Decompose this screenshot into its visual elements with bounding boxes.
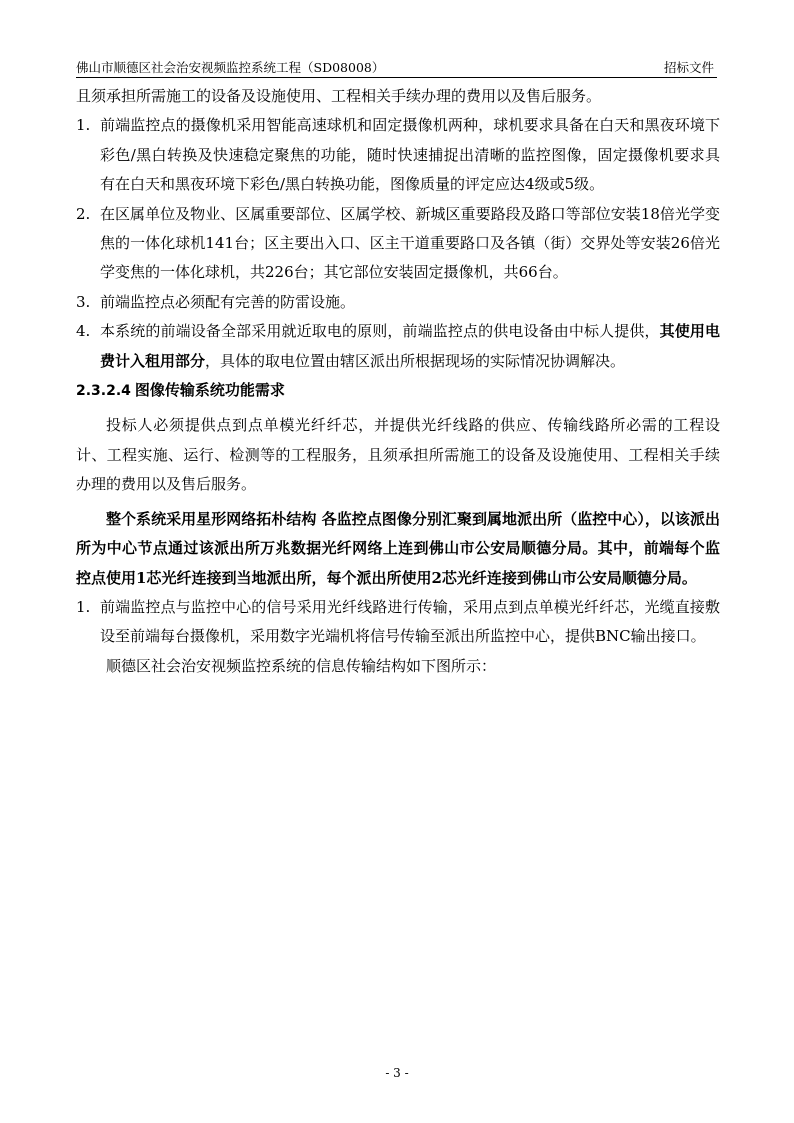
intro-line: 且须承担所需施工的设备及设施使用、工程相关手续办理的费用以及售后服务。	[76, 87, 602, 105]
list-text: 本系统的前端设备全部采用就近取电的原则，前端监控点的供电设备由中标人提供，	[100, 322, 660, 341]
list-text: 前端监控点与监控中心的信号采用光纤线路进行传输，采用点到点单模光纤纤芯，光缆直接敷设至前端每台摄像机，采用数字光端机将信号传输至派出所监控中心，提供BNC输出接口。	[100, 597, 720, 646]
header-rule	[76, 77, 717, 78]
list-item	[76, 288, 720, 317]
document-body	[76, 82, 720, 681]
header-title: 佛山市顺德区社会治安视频监控系统工程（SD08008）	[76, 60, 385, 75]
section-number: 2.3.2.4	[76, 383, 131, 400]
list-item	[76, 593, 720, 652]
list-item	[76, 200, 720, 288]
list-number: 3.	[76, 292, 91, 311]
list-item	[76, 111, 720, 199]
list-text: 前端监控点的摄像机采用智能高速球机和固定摄像机两种，球机要求具备在白天和黑夜环境下彩色/黑白转换及快速稳定聚焦的功能，随时快速捕捉出清晰的监控图像，固定摄像机要求具有在白天和黑夜环境下彩色/黑白转换功能，图像质量的评定应达4级或5级。	[100, 116, 720, 194]
list-number: 4.	[76, 322, 91, 341]
list-text: 在区属单位及物业、区属重要部位、区属学校、新城区重要路段及路口等部位安装18倍光学变焦的一体化球机141台；区主要出入口、区主干道重要路口及各镇（街）交界处等安装26倍光学变焦的一体化球机，共226台；其它部位安装固定摄像机，共66台。	[100, 204, 720, 282]
closing-line: 顺德区社会治安视频监控系统的信息传输结构如下图所示：	[106, 656, 497, 675]
list-number: 1.	[76, 116, 91, 135]
page-header	[76, 56, 717, 78]
list-text: 前端监控点必须配有完善的防雷设施。	[100, 292, 356, 311]
list-text: ，具体的取电位置由辖区派出所根据现场的实际情况协调解决。	[205, 351, 626, 370]
paragraph-bold: 整个系统采用星形网络拓朴结构 各监控点图像分别汇聚到属地派出所（监控中心），以该派出所为中心节点通过该派出所万兆数据光纤网络上连到佛山市公安局顺德分局。其中，前端每个监控点使用1芯光纤连接到当地派出所，每个派出所使用2芯光纤连接到佛山市公安局顺德分局。	[76, 509, 720, 587]
list-number: 1.	[76, 597, 91, 616]
paragraph: 投标人必须提供点到点单模光纤纤芯，并提供光纤线路的供应、传输线路所必需的工程设计、工程实施、运行、检测等的工程服务，且须承担所需施工的设备及设施使用、工程相关手续办理的费用以及售后服务。	[76, 416, 720, 494]
list-item	[76, 317, 720, 376]
list-text-emphasis: 其使用电费计入租用部分	[100, 322, 720, 370]
section-heading	[76, 376, 720, 406]
header-doc-type: 招标文件	[663, 60, 714, 75]
section-title: 图像传输系统功能需求	[134, 381, 285, 400]
page-number: - 3 -	[385, 1066, 409, 1080]
list-number: 2.	[76, 204, 91, 223]
